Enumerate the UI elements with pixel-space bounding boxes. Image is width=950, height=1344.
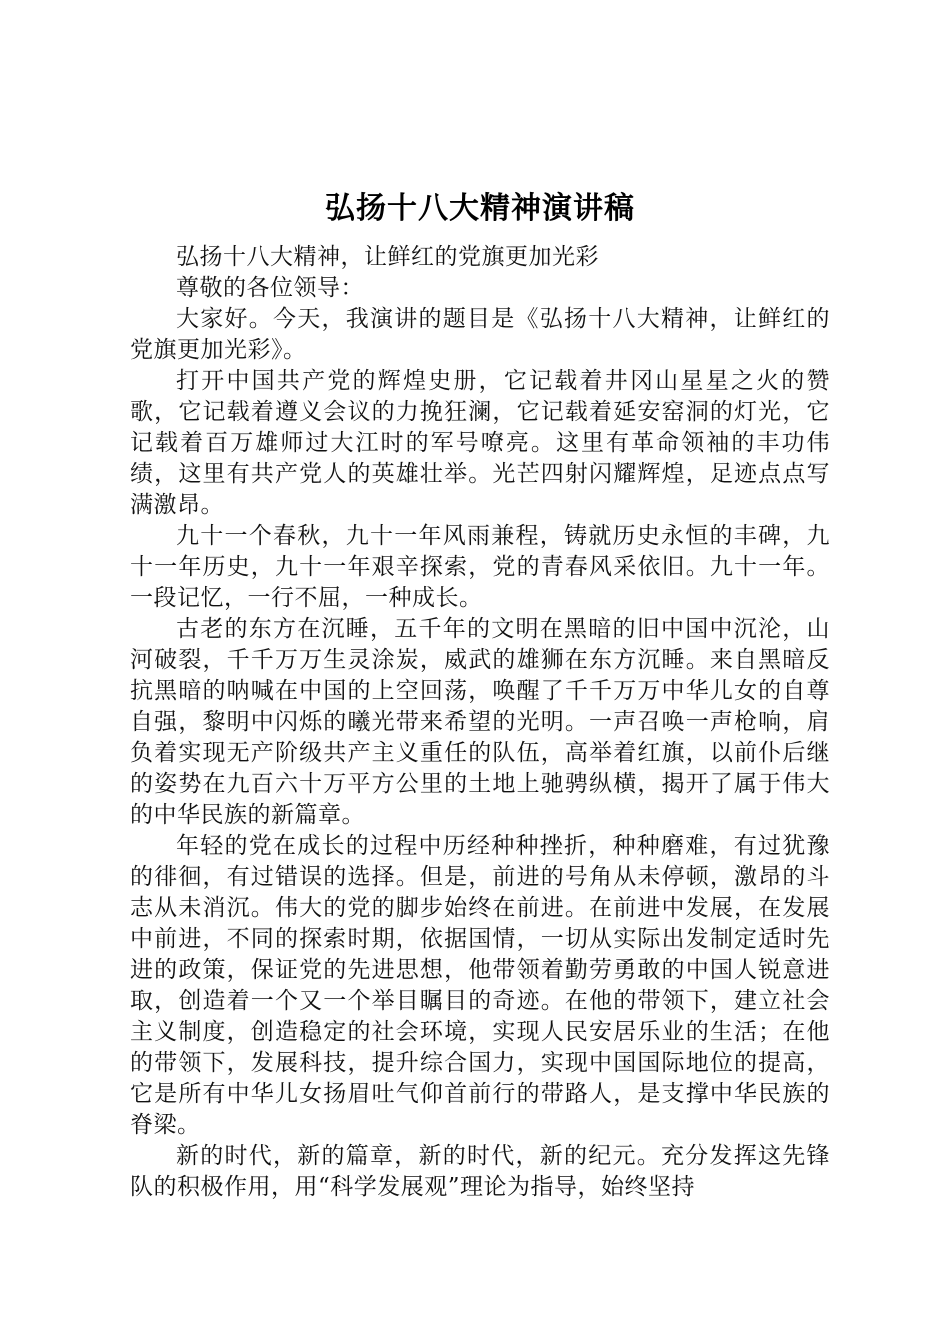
document-body xyxy=(130,188,830,1203)
salutation-paragraph: 尊敬的各位领导： xyxy=(176,275,364,301)
body-paragraph: 九十一个春秋，九十一年风雨兼程，铸就历史永恒的丰碑，九十一年历史，九十一年艰辛探索，党的青春风采依旧。九十一年。一段记忆，一行不屈，一种成长。 xyxy=(130,523,830,611)
body-paragraph: 新的时代，新的篇章，新的时代，新的纪元。充分发挥这先锋队的积极作用，用“科学发展观”理论为指导，始终坚持 xyxy=(130,1143,830,1200)
document-title: 弘扬十八大精神演讲稿 xyxy=(325,191,635,226)
subtitle-paragraph: 弘扬十八大精神，让鲜红的党旗更加光彩 xyxy=(176,244,599,270)
body-paragraph: 打开中国共产党的辉煌史册，它记载着井冈山星星之火的赞歌，它记载着遵义会议的力挽狂澜，它记载着延安窑洞的灯光，它记载着百万雄师过大江时的军号嘹亮。这里有革命领袖的丰功伟绩，这里有共产党人的英雄壮举。光芒四射闪耀辉煌，足迹点点写满激昂。 xyxy=(130,368,830,518)
body-paragraph: 大家好。今天，我演讲的题目是《弘扬十八大精神，让鲜红的党旗更加光彩》。 xyxy=(130,306,830,363)
body-paragraph: 古老的东方在沉睡，五千年的文明在黑暗的旧中国中沉沦，山河破裂，千千万万生灵涂炭，威武的雄狮在东方沉睡。来自黑暗反抗黑暗的呐喊在中国的上空回荡，唤醒了千千万万中华儿女的自尊自强，黎明中闪烁的曦光带来希望的光明。一声召唤一声枪响，肩负着实现无产阶级共产主义重任的队伍，高举着红旗，以前仆后继的姿势在九百六十万平方公里的土地上驰骋纵横，揭开了属于伟大的中华民族的新篇章。 xyxy=(130,616,830,828)
body-paragraph: 年轻的党在成长的过程中历经种种挫折，种种磨难，有过犹豫的徘徊，有过错误的选择。但是，前进的号角从未停顿，激昂的斗志从未消沉。伟大的党的脚步始终在前进。在前进中发展，在发展中前进，不同的探索时期，依据国情，一切从实际出发制定适时先进的政策，保证党的先进思想，他带领着勤劳勇敢的中国人锐意进取，创造着一个又一个举目瞩目的奇迹。在他的带领下，建立社会主义制度，创造稳定的社会环境，实现人民安居乐业的生活；在他的带领下，发展科技，提升综合国力，实现中国国际地位的提高，它是所有中华儿女扬眉吐气仰首前行的带路人，是支撑中华民族的脊梁。 xyxy=(130,833,830,1138)
